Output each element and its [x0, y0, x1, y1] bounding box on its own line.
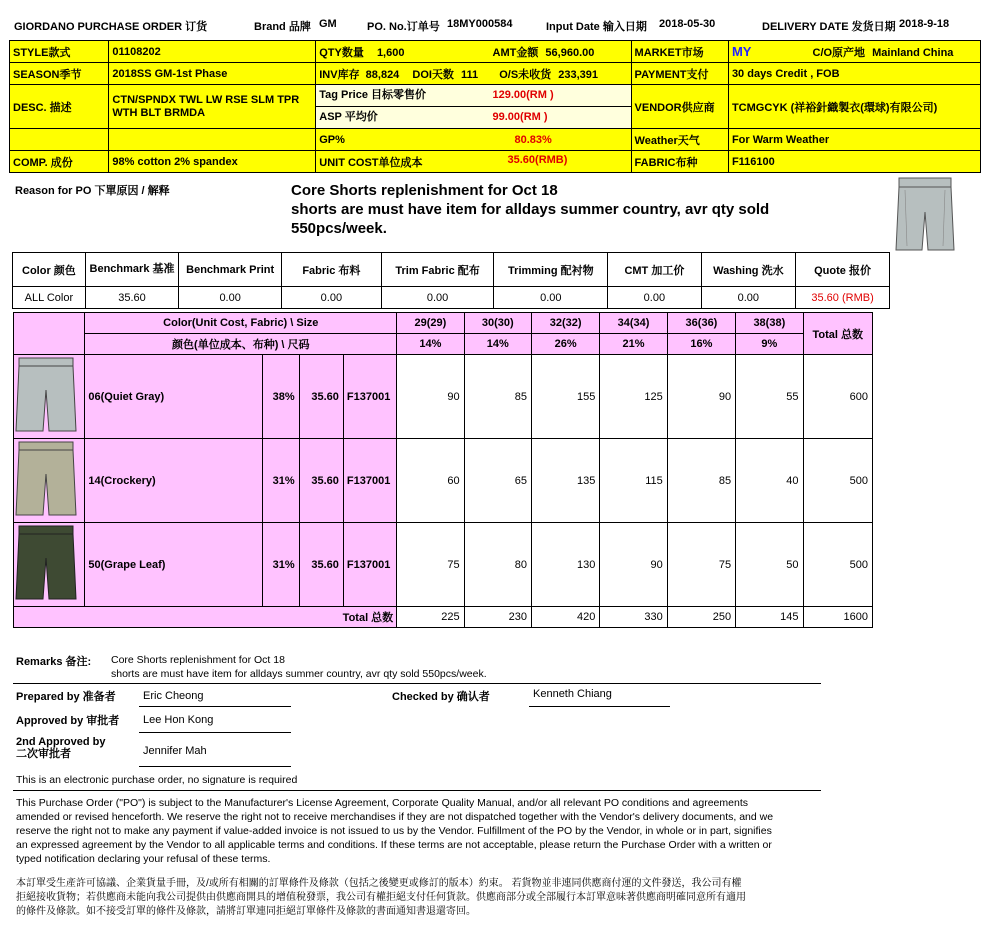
reason-line-2: shorts are must have item for alldays summer country, avr qty sold 550pcs/week. — [291, 201, 770, 237]
cost-header-cmt: CMT 加工价 — [608, 253, 701, 287]
delivery-date-label: DELIVERY DATE 发货日期 — [762, 21, 896, 33]
cost-value-trim-fabric: 0.00 — [381, 287, 494, 309]
prepared-value: Eric Cheong — [143, 690, 204, 702]
unit-cost-cell — [316, 151, 631, 173]
row-fabric: F137001 — [343, 523, 396, 607]
comp-label: COMP. 成份 — [10, 151, 109, 173]
row-qty: 115 — [600, 439, 667, 523]
cost-header-benchmark: Benchmark 基准 — [85, 253, 178, 287]
grand-total-value: 225 — [397, 607, 464, 628]
checked-label: Checked by 确认者 — [392, 691, 490, 703]
amt-value: 56,960.00 — [545, 46, 595, 59]
approved2-label — [16, 736, 105, 760]
electronic-note: This is an electronic purchase order, no signature is required — [16, 774, 298, 786]
size-pct: 14% — [397, 334, 464, 355]
row-fabric: F137001 — [343, 439, 396, 523]
qty-label: QTY数量 — [319, 46, 364, 59]
table-row — [14, 355, 873, 439]
cost-header-fabric: Fabric 布料 — [282, 253, 382, 287]
size-pct: 21% — [600, 334, 667, 355]
shorts-swatch-icon — [15, 440, 77, 518]
color-swatch-cell — [14, 355, 85, 439]
color-swatch-cell — [14, 523, 85, 607]
cost-value-quote: 35.60 (RMB) — [796, 287, 890, 309]
size-header: 30(30) — [464, 313, 531, 334]
terms-cn — [16, 877, 846, 919]
terms-cn-line: 拒絕接收貨物；若供應商未能向我公司提供由供應商開具的增值稅發票，我公司有權拒絕支付任何貨款。供應商部分或全部履行本訂單意味著供應商明確同意所有適用 — [16, 892, 746, 903]
vendor-label: VENDOR供应商 — [631, 85, 728, 129]
cost-header-benchmark-print: Benchmark Print — [179, 253, 282, 287]
inv-value: 88,824 — [365, 68, 400, 81]
swatch-header — [14, 313, 85, 355]
cost-value-color: ALL Color — [13, 287, 86, 309]
size-header: 29(29) — [397, 313, 464, 334]
shorts-swatch-icon — [15, 356, 77, 434]
terms-cn-line: 的條件及條款。如不接受訂單的條件及條款，請將訂單連同拒絕訂單條件及條款的書面通知書退還寄回。 — [16, 906, 476, 917]
row-qty: 85 — [464, 355, 531, 439]
grand-total-label: Total 总数 — [14, 607, 397, 628]
grand-total-value: 250 — [667, 607, 735, 628]
asp-value: 99.00(RM ) — [492, 111, 548, 123]
approved2-value: Jennifer Mah — [143, 745, 207, 757]
cost-header-washing: Washing 洗水 — [701, 253, 796, 287]
product-image — [895, 176, 955, 254]
cost-value-benchmark: 35.60 — [85, 287, 178, 309]
cost-header-trim-fabric: Trim Fabric 配布 — [381, 253, 494, 287]
input-date: 2018-05-30 — [659, 18, 716, 30]
row-qty: 40 — [736, 439, 803, 523]
desc-label: DESC. 描述 — [10, 85, 109, 129]
origin-value: Mainland China — [872, 46, 954, 59]
row-qty: 135 — [531, 439, 599, 523]
row-qty: 55 — [736, 355, 803, 439]
size-header: 32(32) — [531, 313, 599, 334]
input-date-label: Input Date 输入日期 — [546, 21, 647, 33]
row-color: 14(Crockery) — [85, 439, 263, 523]
remarks-line-2: shorts are must have item for alldays summer country, avr qty sold 550pcs/week. — [111, 668, 487, 680]
row-qty: 90 — [667, 355, 735, 439]
divider — [13, 683, 821, 684]
approved-label: Approved by 审批者 — [16, 715, 120, 727]
color-swatch-cell — [14, 439, 85, 523]
row-qty: 75 — [397, 523, 464, 607]
divider — [13, 790, 821, 791]
table-row — [14, 523, 873, 607]
price-cell — [316, 85, 631, 129]
terms-en-line: an expressed agreement by the Vendor to all applicable terms and conditions. If these terms are not acceptable, please return the Purchase Order with a written or — [16, 839, 772, 851]
gp-value: 80.83% — [514, 133, 552, 146]
cost-header-color: Color 颜色 — [13, 253, 86, 287]
row-qty: 85 — [667, 439, 735, 523]
cost-value-fabric: 0.00 — [282, 287, 382, 309]
row-cost: 35.60 — [299, 355, 343, 439]
fabric-label: FABRIC布种 — [631, 151, 728, 173]
payment-label: PAYMENT支付 — [631, 63, 728, 85]
weather-value: For Warm Weather — [728, 129, 980, 151]
size-breakdown-table — [13, 312, 873, 628]
size-pct: 16% — [667, 334, 735, 355]
row-qty: 75 — [667, 523, 735, 607]
style-label: STYLE款式 — [10, 41, 109, 63]
row-qty: 90 — [397, 355, 464, 439]
cost-header-trimming: Trimming 配衬物 — [494, 253, 608, 287]
row-cost: 35.60 — [299, 523, 343, 607]
gp-label: GP% — [319, 133, 345, 146]
amt-label: AMT金额 — [492, 46, 539, 59]
po-info-table — [9, 40, 981, 173]
grand-total-value: 420 — [531, 607, 599, 628]
market-origin-cell — [728, 41, 980, 63]
size-header: 38(38) — [736, 313, 803, 334]
cost-value-cmt: 0.00 — [608, 287, 701, 309]
row-total: 500 — [803, 439, 872, 523]
shorts-illustration — [895, 176, 955, 254]
color-size-header: Color(Unit Cost, Fabric) \ Size — [85, 313, 397, 334]
row-pct: 31% — [263, 439, 299, 523]
qty-value: 1,600 — [376, 46, 405, 59]
row-pct: 31% — [263, 523, 299, 607]
terms-en-line: typed notification declaring your refusal of these terms. — [16, 853, 271, 865]
delivery-date: 2018-9-18 — [899, 18, 950, 30]
os-label: O/S未收货 — [499, 68, 552, 81]
doi-label: DOI天数 — [412, 68, 454, 81]
signature-line — [139, 766, 291, 767]
row-color: 50(Grape Leaf) — [85, 523, 263, 607]
doi-value: 111 — [461, 68, 479, 81]
tag-price-value: 129.00(RM ) — [492, 89, 554, 101]
cost-value-trimming: 0.00 — [494, 287, 608, 309]
checked-value: Kenneth Chiang — [533, 688, 612, 700]
terms-en-line: This Purchase Order ("PO") is subject to the Manufacturer's License Agreement, Corporate Quality Manual, and/or all relevant PO conditions and agreements — [16, 797, 748, 809]
vendor-value: TCMGCYK (祥裕針織製衣(環球)有限公司) — [728, 85, 980, 129]
size-header: 36(36) — [667, 313, 735, 334]
comp-value: 98% cotton 2% spandex — [109, 151, 316, 173]
brand-value: GM — [319, 18, 337, 30]
tag-price-label: Tag Price 目标零售价 — [319, 89, 427, 101]
brand-label: Brand 品牌 — [254, 21, 311, 33]
signature-line — [139, 732, 291, 733]
remarks-label: Remarks 备注: — [16, 656, 92, 668]
table-row — [14, 439, 873, 523]
origin-label: C/O原产地 — [812, 46, 866, 59]
row-qty: 125 — [600, 355, 667, 439]
asp-row — [316, 107, 630, 128]
tag-price-row — [316, 85, 630, 107]
cost-header-quote: Quote 报价 — [796, 253, 890, 287]
grand-total-value: 145 — [736, 607, 803, 628]
qty-amt-cell — [316, 41, 631, 63]
os-value: 233,391 — [558, 68, 598, 81]
gp-cell — [316, 129, 631, 151]
size-pct: 26% — [531, 334, 599, 355]
po-number-label: PO. No.订单号 — [367, 21, 440, 33]
style-value: 01108202 — [109, 41, 316, 63]
grand-total-value: 330 — [600, 607, 667, 628]
grand-total-row — [14, 607, 873, 628]
size-header: 34(34) — [600, 313, 667, 334]
terms-en — [16, 796, 836, 866]
unit-cost-value: 35.60(RMB) — [507, 153, 568, 166]
po-number: 18MY000584 — [447, 18, 513, 30]
row-cost: 35.60 — [299, 439, 343, 523]
inventory-cell — [316, 63, 631, 85]
payment-value: 30 days Credit , FOB — [728, 63, 980, 85]
row-total: 500 — [803, 523, 872, 607]
row-qty: 60 — [397, 439, 464, 523]
row-qty: 65 — [464, 439, 531, 523]
inv-label: INV库存 — [319, 68, 360, 81]
row-pct: 38% — [263, 355, 299, 439]
po-title: GIORDANO PURCHASE ORDER 订货 — [14, 21, 208, 33]
size-pct: 9% — [736, 334, 803, 355]
row-fabric: F137001 — [343, 355, 396, 439]
shorts-swatch-icon — [15, 524, 77, 602]
reason-line-1: Core Shorts replenishment for Oct 18 — [291, 182, 558, 199]
approved2-label-cn: 二次审批者 — [16, 748, 71, 760]
market-label: MARKET市场 — [631, 41, 728, 63]
prepared-label: Prepared by 准备者 — [16, 691, 116, 703]
row-color: 06(Quiet Gray) — [85, 355, 263, 439]
terms-cn-line: 本訂單受生產許可協議、企業貨量手冊，及/或所有相關的訂單條件及條款（包括之後變更或修訂的版本）約束。 若貨物並非連同供應商付運的文件發送，我公司有權 — [16, 878, 742, 889]
terms-en-line: reserve the right not to make any payment if value-added invoice is not issued to us by the Vendor. Fulfillment of the PO by the Vendor, in whole or in part, signifies — [16, 825, 772, 837]
row-qty: 80 — [464, 523, 531, 607]
desc-value: CTN/SPNDX TWL LW RSE SLM TPR WTH BLT BRMDA — [109, 85, 316, 129]
signature-line — [139, 706, 291, 707]
fabric-value: F116100 — [728, 151, 980, 173]
season-value: 2018SS GM-1st Phase — [109, 63, 316, 85]
row-qty: 90 — [600, 523, 667, 607]
reason-label: Reason for PO 下單原因 / 解释 — [15, 185, 170, 197]
row-total: 600 — [803, 355, 872, 439]
cost-value-benchmark-print: 0.00 — [179, 287, 282, 309]
grand-total-value: 230 — [464, 607, 531, 628]
row-qty: 50 — [736, 523, 803, 607]
empty-cell — [10, 129, 109, 151]
season-label: SEASON季节 — [10, 63, 109, 85]
remarks-text — [111, 653, 487, 681]
grand-total-value: 1600 — [803, 607, 872, 628]
signature-line — [529, 706, 670, 707]
size-pct: 14% — [464, 334, 531, 355]
cost-value-washing: 0.00 — [701, 287, 796, 309]
asp-label: ASP 平均价 — [319, 111, 378, 123]
unit-cost-label: UNIT COST单位成本 — [319, 156, 423, 169]
color-size-header-cn: 颜色(单位成本、布种) \ 尺码 — [85, 334, 397, 355]
row-qty: 130 — [531, 523, 599, 607]
approved2-label-en: 2nd Approved by — [16, 736, 106, 748]
remarks-line-1: Core Shorts replenishment for Oct 18 — [111, 654, 285, 666]
approved-value: Lee Hon Kong — [143, 714, 214, 726]
cost-breakdown-table — [12, 252, 890, 309]
total-header: Total 总数 — [803, 313, 872, 355]
terms-en-line: amended or revised henceforth. We reserve the right not to receive merchandises if they are not dispatched together with the Vendor's delivery documents, and we — [16, 811, 774, 823]
empty-cell — [109, 129, 316, 151]
market-value: MY — [731, 43, 752, 59]
row-qty: 155 — [531, 355, 599, 439]
weather-label: Weather天气 — [631, 129, 728, 151]
reason-text — [291, 181, 851, 238]
